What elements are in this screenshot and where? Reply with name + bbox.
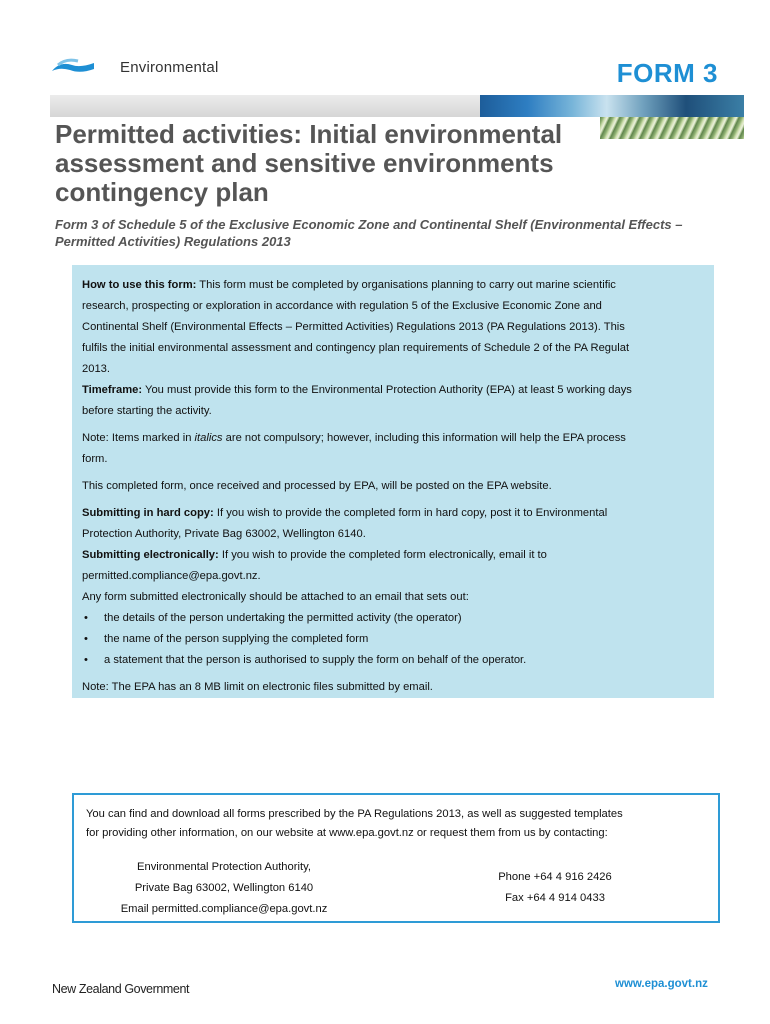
list-item: [82, 629, 714, 650]
timeframe-label: Timeframe:: [82, 384, 143, 396]
address-line: Private Bag 63002, Wellington 6140: [134, 882, 314, 894]
electronic-email-line: permitted.compliance@epa.govt.nz.: [82, 570, 261, 582]
how-to-use-paragraph: [82, 275, 714, 296]
note-italic-word: italics: [194, 432, 223, 444]
form-number: FORM 3: [616, 58, 718, 88]
nz-government-logo: New Zealand Government: [52, 982, 190, 996]
contact-intro: [86, 805, 711, 843]
list-item-text: a statement that the person is authorised to supply the form on behalf of the operator.: [104, 654, 527, 666]
footer-website-link[interactable]: www.epa.govt.nz: [615, 978, 708, 990]
list-item-text: the details of the person undertaking the permitted activity (the operator): [104, 612, 462, 624]
logo-text: Environmental: [120, 59, 219, 75]
contact-box: [72, 793, 720, 923]
header-photo-strip: [480, 95, 744, 117]
phone-number: Phone +64 4 916 2426: [498, 871, 612, 883]
epa-logo: [50, 55, 250, 75]
note-line: form.: [82, 453, 108, 465]
note-paragraph: [82, 428, 714, 449]
list-item: [82, 650, 714, 671]
page-title: Permitted activities: Initial environmental assessment and sensitive environments contingency plan: [55, 119, 563, 207]
size-limit-note: Note: The EPA has an 8 MB limit on electronic files submitted by email.: [82, 681, 433, 693]
how-to-use-line: Continental Shelf (Environmental Effects – Permitted Activities) Regulations 2013 (PA Regulations 2013). This: [82, 321, 625, 333]
contact-intro-line: You can find and download all forms prescribed by the PA Regulations 2013, as well as suggested templates: [86, 808, 623, 820]
list-item-text: the name of the person supplying the completed form: [104, 633, 369, 645]
instructions-box: [72, 265, 714, 698]
bullet-icon: •: [84, 654, 88, 666]
hard-copy-line: Protection Authority, Private Bag 63002, Wellington 6140.: [82, 528, 366, 540]
timeframe-paragraph: [82, 380, 714, 401]
electronic-paragraph: [82, 545, 714, 566]
electronic-label: Submitting electronically:: [82, 549, 219, 561]
contact-intro-line: for providing other information, on our website at www.epa.govt.nz or request them from us by contacting:: [86, 827, 608, 839]
timeframe-line: before starting the activity.: [82, 405, 212, 417]
contact-address: [114, 857, 334, 920]
note-text: are not compulsory; however, including this information will help the EPA process: [222, 432, 626, 444]
how-to-use-line: fulfils the initial environmental assessment and contingency plan requirements of Schedule 2 of the PA Regulat: [82, 342, 630, 354]
hard-copy-text: If you wish to provide the completed form in hard copy, post it to Environmental: [213, 507, 608, 519]
bullet-icon: •: [84, 633, 88, 645]
address-email: Email permitted.compliance@epa.govt.nz: [120, 903, 328, 915]
electronic-text: If you wish to provide the completed form electronically, email it to: [218, 549, 547, 561]
how-to-use-text: This form must be completed by organisations planning to carry out marine scientific: [196, 279, 616, 291]
page-subtitle: Form 3 of Schedule 5 of the Exclusive Economic Zone and Continental Shelf (Environmental Effects – Permitted Activities) Regulations 2013: [55, 217, 683, 249]
list-item: [82, 608, 714, 629]
email-requirements-list: [82, 608, 714, 671]
note-prefix: Note: Items marked in: [82, 432, 195, 444]
posted-text: This completed form, once received and processed by EPA, will be posted on the EPA website.: [82, 480, 552, 492]
contact-phone-fax: [484, 867, 626, 909]
how-to-use-label: How to use this form:: [82, 279, 197, 291]
how-to-use-line: 2013.: [82, 363, 110, 375]
address-line: Environmental Protection Authority,: [137, 861, 311, 873]
wave-logo-icon: [50, 57, 96, 75]
fax-number: Fax +64 4 914 0433: [505, 892, 605, 904]
bullet-icon: •: [84, 612, 88, 624]
email-intro: Any form submitted electronically should be attached to an email that sets out:: [82, 591, 469, 603]
hard-copy-label: Submitting in hard copy:: [82, 507, 214, 519]
how-to-use-line: research, prospecting or exploration in accordance with regulation 5 of the Exclusive Economic Zone and: [82, 300, 602, 312]
timeframe-text: You must provide this form to the Environmental Protection Authority (EPA) at least 5 working days: [142, 384, 632, 396]
hard-copy-paragraph: [82, 503, 714, 524]
